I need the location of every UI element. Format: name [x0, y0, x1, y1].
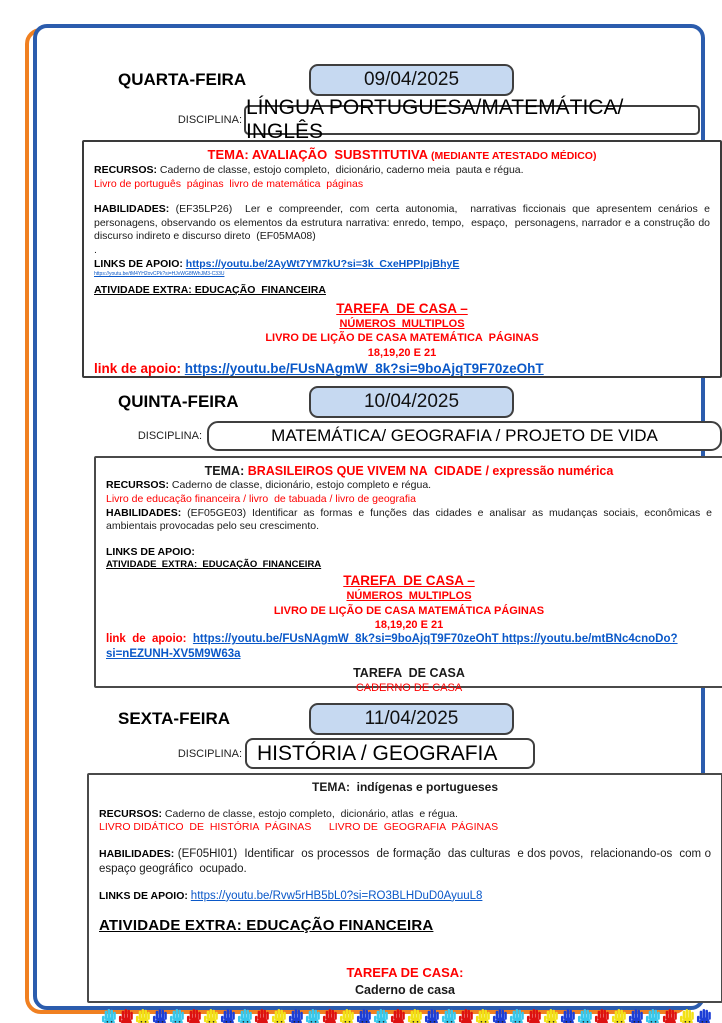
- day1-disciplina-row: [74, 96, 722, 143]
- day2-header: [74, 386, 722, 418]
- day2-habilidades: HABILIDADES: (EF05GE03) Identificar as formas e funções das cidades e analisar as mudanças sociais, econômicas e ambientais provocadas pelo seu crescimento.: [106, 506, 715, 533]
- hand-icon: [288, 1008, 304, 1023]
- day2-tarefa-line4: 18,19,20 E 21: [374, 618, 444, 631]
- day2-link-apoio-2[interactable]: https://youtu.be/mtBNc4cnoDo?si=nEZUNH-XV5M9W63a: [106, 633, 678, 661]
- day3-label: SEXTA-FEIRA: [118, 709, 231, 728]
- hands-row: [74, 1004, 722, 1023]
- day1-header: [74, 64, 722, 96]
- hand-icon: [679, 1008, 695, 1023]
- day3-links: LINKS DE APOIO: https://youtu.be/Rvw5rHB5bL0?si=RO3BLHDuD0AyuuL8: [99, 889, 483, 902]
- hand-icon: [543, 1008, 559, 1023]
- day3-disciplina-box: [245, 738, 535, 769]
- day3-disciplina-row: [74, 738, 722, 769]
- day1-tarefa-line3: LIVRO DE LIÇÃO DE CASA MATEMÁTICA PÁGINAS: [265, 332, 539, 345]
- hand-icon: [101, 1008, 117, 1023]
- day2-recursos: RECURSOS: Caderno de classe, dicionário, estojo completo e régua.: [106, 479, 432, 492]
- hand-icon: [628, 1008, 644, 1023]
- day2-recursos-livros: Livro de educação financeira / livro de tabuada / livro de geografia: [106, 492, 416, 505]
- hand-icon: [390, 1008, 406, 1023]
- day2-disciplina: MATEMÁTICA/ GEOGRAFIA / PROJETO DE VIDA: [271, 426, 658, 445]
- day1-tarefa-title: TAREFA DE CASA –: [336, 300, 468, 316]
- hand-icon: [407, 1008, 423, 1023]
- hand-icon: [322, 1008, 338, 1023]
- day3-tarefa-text: Caderno de casa: [354, 983, 456, 998]
- day2-date: 10/04/2025: [363, 391, 460, 412]
- day3-date: 11/04/2025: [364, 708, 459, 729]
- hand-icon: [594, 1008, 610, 1023]
- day1-recursos-livros: Livro de português páginas livro de matemática páginas: [94, 177, 364, 190]
- day3-tema: TEMA: indígenas e portugueses: [311, 780, 499, 794]
- day2-disciplina-row: [74, 421, 722, 451]
- day1-tarefa-line4: 18,19,20 E 21: [367, 346, 437, 359]
- day2-tarefa2-title: TAREFA DE CASA: [353, 666, 465, 681]
- day3-tarefa-title: TAREFA DE CASA:: [346, 965, 464, 981]
- day3-disciplina-label: DISCIPLINA:: [177, 747, 242, 760]
- day1-atividade-extra: ATIVIDADE EXTRA: EDUCAÇÃO FINANCEIRA: [94, 283, 326, 296]
- day2-disciplina-label: DISCIPLINA:: [137, 430, 202, 442]
- hand-icon: [356, 1008, 372, 1023]
- day3-atividade-extra: ATIVIDADE EXTRA: EDUCAÇÃO FINANCEIRA: [99, 916, 434, 934]
- hand-icon: [339, 1008, 355, 1023]
- day1-links: LINKS DE APOIO: https://youtu.be/2AyWt7YM7kU?si=3k_CxeHPPIpjBhyE: [94, 257, 460, 270]
- day2-tarefa-sub: NÚMEROS MULTIPLOS: [346, 590, 472, 603]
- day2-link-apoio-1[interactable]: https://youtu.be/FUsNAgmW_8k?si=9boAjqT9F70zeOhT: [192, 633, 499, 646]
- hand-icon: [220, 1008, 236, 1023]
- day1-disciplina-label: DISCIPLINA:: [177, 114, 242, 126]
- hand-icon: [526, 1008, 542, 1023]
- hand-icon: [645, 1008, 661, 1023]
- day2-disciplina-box: [207, 421, 722, 451]
- hand-icon: [135, 1008, 151, 1023]
- day3-habilidades: HABILIDADES: (EF05HI01) Identificar os processos de formação das culturas e dos povos, relacionando-os com o espaço geográfico ocupado.: [99, 847, 715, 875]
- day1-dot: .: [94, 244, 97, 257]
- hand-icon: [305, 1008, 321, 1023]
- day3-header: [74, 703, 722, 735]
- day1-habilidades: HABILIDADES: (EF35LP26) Ler e compreender, com certa autonomia, narrativas ficcionais que apresentem cenários e personagens, observando os elementos da estrutura narrativa: enredo, tempo, espaço, personagens, narrador e a construção do discurso indireto e discurso direto (EF05MA08): [94, 203, 713, 243]
- hand-icon: [441, 1008, 457, 1023]
- hand-icon: [373, 1008, 389, 1023]
- day1-tarefa-sub: NÚMEROS MULTIPLOS: [339, 318, 465, 331]
- day2-label: QUINTA-FEIRA: [118, 392, 239, 411]
- hand-icon: [492, 1008, 508, 1023]
- hand-icon: [509, 1008, 525, 1023]
- day2-atividade-extra: ATIVIDADE EXTRA: EDUCAÇÃO FINANCEIRA: [106, 559, 322, 571]
- day1-link-apoio-row: link de apoio: https://youtu.be/FUsNAgmW_8k?si=9boAjqT9F70zeOhT: [94, 360, 544, 376]
- hand-icon: [611, 1008, 627, 1023]
- hand-icon: [271, 1008, 287, 1023]
- day2-tarefa-line3: LIVRO DE LIÇÃO DE CASA MATEMÁTICA PÁGINAS: [273, 604, 545, 617]
- hand-icon: [577, 1008, 593, 1023]
- hand-icon: [458, 1008, 474, 1023]
- day1-link-apoio[interactable]: https://youtu.be/FUsNAgmW_8k?si=9boAjqT9F70zeOhT: [184, 360, 544, 376]
- hand-icon: [662, 1008, 678, 1023]
- day2-content-box: [94, 456, 722, 695]
- day3-disciplina: HISTÓRIA / GEOGRAFIA: [257, 741, 498, 765]
- hand-icon: [118, 1008, 134, 1023]
- hand-icon: [169, 1008, 185, 1023]
- day1-content-box: [82, 140, 722, 378]
- day3-recursos: RECURSOS: Caderno de classe, estojo completo, dicionário, atlas e régua.: [99, 807, 458, 820]
- day1-label: QUARTA-FEIRA: [118, 70, 247, 89]
- day1-disciplina-box: [244, 96, 700, 143]
- day3-content-box: [87, 773, 722, 1003]
- day1-tema: TEMA: AVALIAÇÃO SUBSTITUTIVA (MEDIANTE ATESTADO MÉDICO): [207, 147, 597, 162]
- hand-icon: [254, 1008, 270, 1023]
- day2-tema: TEMA: BRASILEIROS QUE VIVEM NA CIDADE / expressão numérica: [204, 464, 614, 478]
- hand-icon: [203, 1008, 219, 1023]
- outer-blue-border: [33, 24, 715, 1010]
- hand-icon: [696, 1008, 712, 1023]
- day2-links: LINKS DE APOIO:: [106, 545, 195, 558]
- day2-tarefa2-text: CADERNO DE CASA: [355, 682, 463, 695]
- day1-date: 09/04/2025: [363, 69, 460, 90]
- day1-recursos: RECURSOS: Caderno de classe, estojo completo, dicionário, caderno meia pauta e régua.: [94, 163, 524, 176]
- day2-tarefa-title: TAREFA DE CASA –: [343, 572, 475, 588]
- day1-date-box: [309, 64, 514, 96]
- hand-icon: [475, 1008, 491, 1023]
- day1-link-small[interactable]: https://youtu.be/tM4YH2ovCPk?si=HJvWG8fWhJM3-C33U: [94, 271, 225, 278]
- hand-icon: [237, 1008, 253, 1023]
- day3-date-box: [309, 703, 514, 735]
- hand-icon: [424, 1008, 440, 1023]
- day1-link-main[interactable]: https://youtu.be/2AyWt7YM7kU?si=3k_CxeHPPIpjBhyE: [185, 257, 460, 270]
- hand-icon: [560, 1008, 576, 1023]
- page-content: [74, 56, 722, 1023]
- day3-recursos-livros: LIVRO DIDÁTICO DE HISTÓRIA PÁGINAS LIVRO DE GEOGRAFIA PÁGINAS: [99, 821, 499, 834]
- day2-link-apoio-row: link de apoio: https://youtu.be/FUsNAgmW_8k?si=9boAjqT9F70zeOhT https://youtu.be/mtBNc4cnoDo?si=nEZUNH-XV5M9W63a: [106, 633, 678, 661]
- hand-icon: [186, 1008, 202, 1023]
- day2-date-box: [309, 386, 514, 418]
- hand-icon: [152, 1008, 168, 1023]
- day1-disciplina: LÍNGUA PORTUGUESA/MATEMÁTICA/ INGLÊS: [246, 96, 624, 143]
- day3-link[interactable]: https://youtu.be/Rvw5rHB5bL0?si=RO3BLHDuD0AyuuL8: [190, 889, 483, 902]
